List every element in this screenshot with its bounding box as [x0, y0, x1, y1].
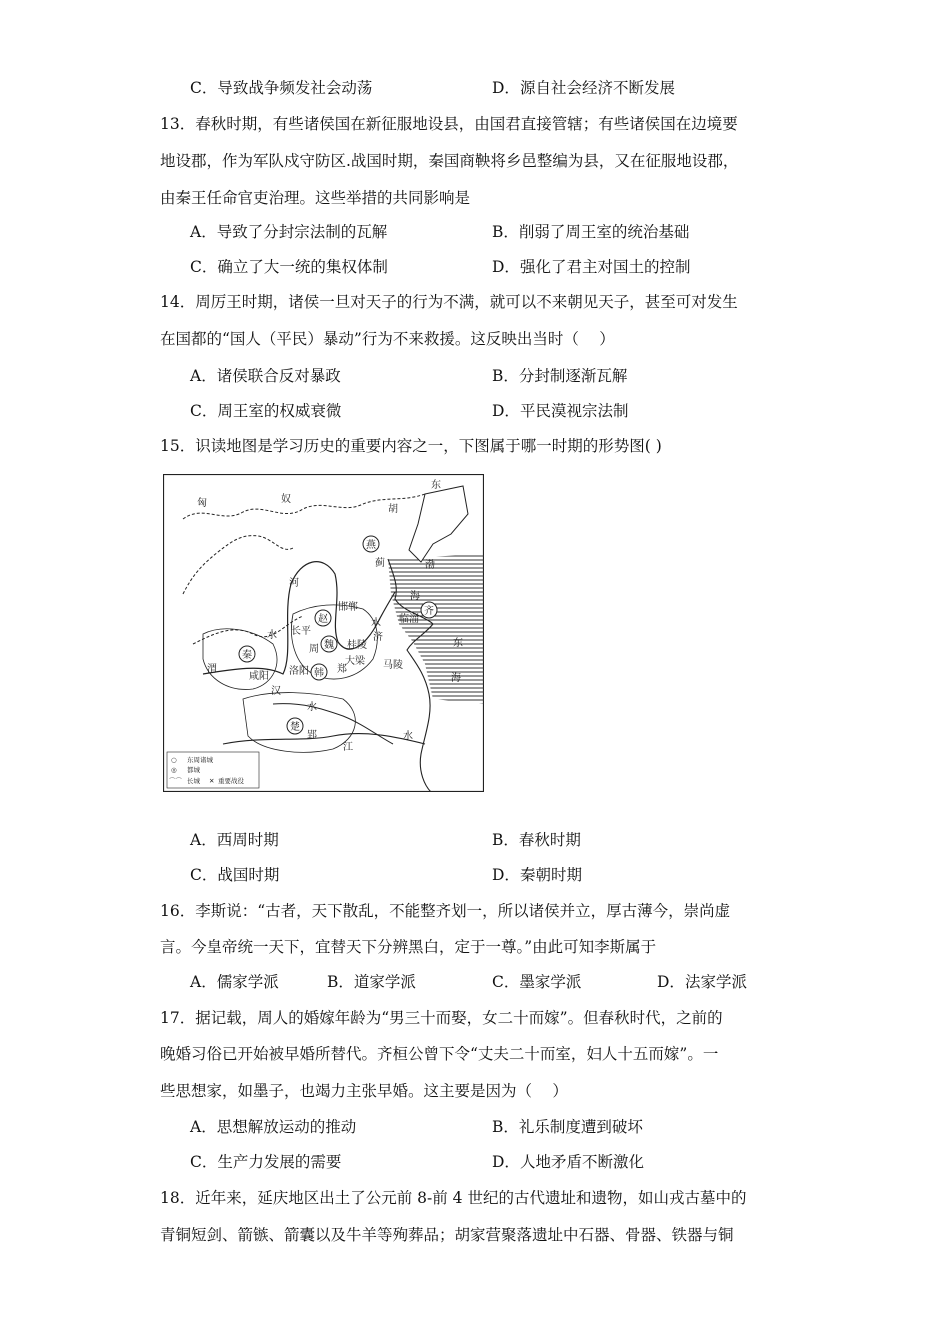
legend-symbol: ✕: [209, 777, 215, 785]
map-label: 渭: [207, 664, 217, 675]
q17-stem-line-3: 些思想家，如墨子，也竭力主张早婚。这主要是因为（ ）: [160, 1082, 568, 1100]
q14-option-c: [190, 401, 341, 421]
map-label: 汉: [271, 686, 281, 697]
legend-label: 长城: [187, 777, 200, 785]
option-letter: D．: [492, 79, 520, 97]
q18-stem-line-2: 青铜短剑、箭镞、箭囊以及牛羊等殉葬品；胡家营聚落遗址中石器、骨器、铁器与铜: [160, 1226, 734, 1244]
q15-option-c: [190, 865, 279, 885]
map-label: 东: [431, 480, 441, 491]
option-letter: A．: [190, 223, 217, 241]
map-label: 赵: [318, 614, 328, 625]
q13-option-a: [190, 222, 387, 242]
legend-label: 东周诸城: [187, 756, 213, 764]
map-label: 秦: [242, 650, 252, 661]
option-text: 强化了君主对国土的控制: [519, 258, 691, 276]
map-label: 周: [309, 644, 319, 655]
q14-stem-line-1: 14．周厉王时期，诸侯一旦对天子的行为不满，就可以不来朝见天子，甚至可对发生: [160, 293, 738, 311]
legend-label: 重要战役: [218, 777, 244, 785]
map-label: 江: [343, 742, 353, 753]
q16-option-d: [657, 972, 747, 992]
option-text: 导致了分封宗法制的瓦解: [216, 223, 388, 241]
option-letter: B．: [492, 1118, 519, 1136]
q14-option-a: [190, 366, 341, 386]
map-label: 奴: [281, 494, 291, 505]
map-label: 郑: [337, 664, 347, 675]
option-letter: C．: [190, 402, 218, 420]
option-text: 道家学派: [353, 973, 416, 991]
map-label: 济: [373, 632, 383, 643]
q13-option-b: [492, 222, 689, 242]
legend-symbol: ⌒⌒: [169, 777, 182, 785]
map-label: 河: [289, 578, 299, 589]
map-label: 邯郸: [338, 602, 358, 613]
map-label: 蓟: [375, 558, 385, 569]
option-letter: B．: [492, 367, 519, 385]
q17-option-b: [492, 1117, 643, 1137]
option-text: 礼乐制度遭到破坏: [518, 1118, 643, 1136]
option-text: 西周时期: [216, 831, 279, 849]
legend-label: 都城: [187, 766, 200, 774]
map-label: 楚: [290, 722, 300, 733]
option-letter: C．: [190, 258, 218, 276]
map-label: 渤: [425, 560, 435, 571]
map-label: 临淄: [399, 614, 419, 625]
q17-stem-line-1: 17．据记载，周人的婚嫁年龄为“男三十而娶，女二十而嫁”。但春秋时代，之前的: [160, 1009, 723, 1027]
option-text: 分封制逐渐瓦解: [518, 367, 628, 385]
option-text: 法家学派: [684, 973, 747, 991]
option-letter: D．: [492, 402, 520, 420]
option-text: 平民漠视宗法制: [519, 402, 629, 420]
map-label: 齐: [424, 606, 434, 617]
q13-stem-line-2: 地设郡，作为军队戍守防区.战国时期，秦国商鞅将乡邑整编为县，又在征服地设郡，: [160, 152, 739, 170]
q12-option-d: [492, 78, 675, 98]
map-label: 东: [453, 638, 463, 649]
option-letter: A．: [190, 831, 217, 849]
map-label: 洛阳: [289, 666, 309, 677]
q15-option-a: [190, 830, 279, 850]
q15-option-b: [492, 830, 581, 850]
option-letter: D．: [492, 258, 520, 276]
option-letter: C．: [190, 1153, 218, 1171]
option-text: 源自社会经济不断发展: [519, 79, 675, 97]
option-letter: A．: [190, 367, 217, 385]
legend-symbol: ○: [171, 756, 177, 764]
map-label: 水: [371, 618, 381, 629]
q17-option-d: [492, 1152, 644, 1172]
map-label: 水: [307, 702, 317, 713]
option-letter: C．: [492, 973, 520, 991]
option-letter: B．: [492, 223, 519, 241]
option-text: 思想解放运动的推动: [216, 1118, 357, 1136]
option-text: 春秋时期: [518, 831, 581, 849]
map-label: 咸阳: [249, 671, 269, 682]
map-label: 胡: [388, 504, 398, 515]
q14-option-b: [492, 366, 627, 386]
option-text: 诸侯联合反对暴政: [216, 367, 341, 385]
q16-option-b: [327, 972, 416, 992]
map-label: 长平: [291, 626, 311, 637]
q18-stem-line-1: 18．近年来，延庆地区出土了公元前 8-前 4 世纪的古代遗址和遗物，如山戎古墓中的: [160, 1189, 747, 1207]
q16-option-a: [190, 972, 279, 992]
map-label: 魏: [324, 640, 334, 651]
q13-stem-line-1: 13．春秋时期，有些诸侯国在新征服地设县，由国君直接管辖；有些诸侯国在边境要: [160, 115, 738, 133]
option-letter: C．: [190, 79, 218, 97]
option-text: 周王室的权威衰微: [217, 402, 342, 420]
q16-stem-line-1: 16．李斯说：“古者，天下散乱，不能整齐划一，所以诸侯并立，厚古薄今，崇尚虚: [160, 902, 731, 920]
map-label: 韩: [314, 668, 324, 679]
option-text: 人地矛盾不断激化: [519, 1153, 644, 1171]
option-text: 墨家学派: [519, 973, 582, 991]
map-label: 马陵: [383, 660, 403, 671]
map-label: 燕: [366, 540, 376, 551]
map-label: 郢: [307, 730, 317, 741]
option-text: 儒家学派: [216, 973, 279, 991]
map-label: 海: [451, 673, 461, 684]
map-label: 水: [403, 731, 413, 742]
option-letter: D．: [492, 1153, 520, 1171]
option-text: 生产力发展的需要: [217, 1153, 342, 1171]
option-text: 确立了大一统的集权体制: [217, 258, 388, 276]
map-label: 匈: [197, 498, 207, 509]
option-letter: B．: [492, 831, 519, 849]
legend-symbol: ◎: [171, 766, 177, 774]
option-text: 导致战争频发社会动荡: [217, 79, 373, 97]
option-letter: A．: [190, 973, 217, 991]
option-text: 战国时期: [217, 866, 280, 884]
q17-stem-line-2: 晚婚习俗已开始被早婚所替代。齐桓公曾下令“丈夫二十而室，妇人十五而嫁”。一: [160, 1045, 719, 1063]
option-letter: B．: [327, 973, 354, 991]
q12-option-c: [190, 78, 372, 98]
option-letter: A．: [190, 1118, 217, 1136]
q17-option-c: [190, 1152, 341, 1172]
map-label: 桂陵: [347, 640, 367, 651]
q14-option-d: [492, 401, 628, 421]
map-label: 大梁: [345, 656, 365, 667]
map-label: 水: [267, 630, 277, 641]
option-letter: D．: [492, 866, 520, 884]
q16-option-c: [492, 972, 581, 992]
map-label: 海: [410, 591, 420, 602]
q17-option-a: [190, 1117, 356, 1137]
option-text: 削弱了周王室的统治基础: [518, 223, 690, 241]
option-text: 秦朝时期: [519, 866, 582, 884]
q16-stem-line-2: 言。今皇帝统一天下，宜替天下分辨黑白，定于一尊。”由此可知李斯属于: [160, 938, 657, 956]
q13-option-d: [492, 257, 690, 277]
option-letter: D．: [657, 973, 685, 991]
q13-option-c: [190, 257, 388, 277]
option-letter: C．: [190, 866, 218, 884]
q14-stem-line-2: 在国都的“国人（平民）暴动”行为不来救援。这反映出当时（ ）: [160, 330, 615, 348]
q13-stem-line-3: 由秦王任命官吏治理。这些举措的共同影响是: [160, 189, 471, 207]
warring-states-map: [163, 474, 484, 792]
q15-option-d: [492, 865, 582, 885]
q15-stem-line-1: 15．识读地图是学习历史的重要内容之一，下图属于哪一时期的形势图( ): [160, 437, 662, 455]
